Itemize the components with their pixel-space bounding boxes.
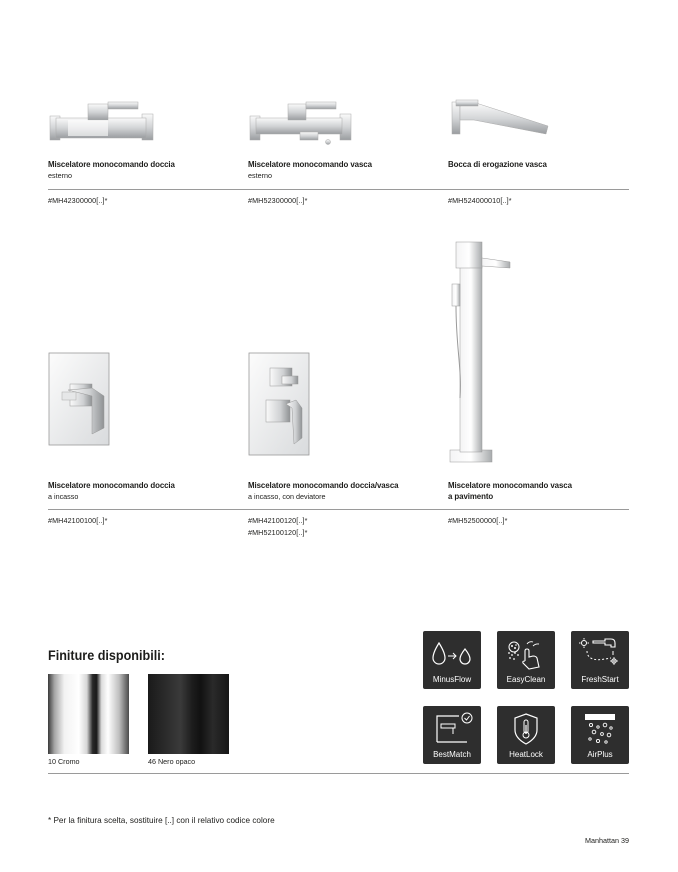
- feature-label: HeatLock: [509, 750, 543, 759]
- finishes-title: Finiture disponibili:: [48, 647, 165, 663]
- product-image-shower-mixer-concealed: [48, 352, 110, 446]
- feature-label: FreshStart: [581, 675, 619, 684]
- divider: [48, 509, 629, 510]
- footnote: * Per la finitura scelta, sostituire [..] con il relativo codice colore: [48, 816, 275, 825]
- feature-label: MinusFlow: [432, 675, 472, 684]
- product-code: #MH52100120[..]*: [248, 528, 308, 537]
- feature-easyclean: [497, 631, 555, 689]
- feature-minusflow: [423, 631, 481, 689]
- product-code: #MH52300000[..]*: [248, 196, 308, 205]
- product-code: #MH524000010[..]*: [448, 196, 512, 205]
- divider: [48, 189, 629, 190]
- product-subtitle: esterno: [48, 171, 72, 180]
- product-title-line2: a pavimento: [448, 491, 494, 501]
- product-title: Miscelatore monocomando doccia: [48, 159, 175, 169]
- product-code: #MH42100120[..]*: [248, 516, 308, 525]
- product-image-shower-mixer-exposed: [48, 98, 158, 146]
- product-code: #MH52500000[..]*: [448, 516, 508, 525]
- swatch-chrome: [48, 674, 129, 754]
- product-subtitle: a incasso, con deviatore: [248, 492, 326, 501]
- product-code: #MH42300000[..]*: [48, 196, 108, 205]
- feature-label: BestMatch: [433, 750, 471, 759]
- page-footer: Manhattan 39: [585, 836, 629, 845]
- product-title: Bocca di erogazione vasca: [448, 159, 547, 169]
- swatch-matte-black: [148, 674, 229, 754]
- feature-airplus: [571, 706, 629, 764]
- feature-freshstart: [571, 631, 629, 689]
- feature-label: AirPlus: [587, 750, 613, 759]
- product-image-freestanding-bath-mixer: [446, 238, 516, 466]
- feature-label: EasyClean: [506, 675, 546, 684]
- product-title: Miscelatore monocomando doccia: [48, 480, 175, 490]
- swatch-label: 46 Nero opaco: [148, 757, 196, 766]
- product-title: Miscelatore monocomando vasca: [248, 159, 372, 169]
- feature-bestmatch: [423, 706, 481, 764]
- product-image-bath-spout: [450, 98, 550, 140]
- product-title: Miscelatore monocomando doccia/vasca: [248, 480, 399, 490]
- product-subtitle: esterno: [248, 171, 272, 180]
- product-title: Miscelatore monocomando vasca: [448, 480, 572, 490]
- feature-heatlock: [497, 706, 555, 764]
- product-code: #MH42100100[..]*: [48, 516, 108, 525]
- product-image-shower-bath-mixer-concealed: [248, 352, 310, 456]
- product-subtitle: a incasso: [48, 492, 79, 501]
- swatch-label: 10 Cromo: [48, 757, 80, 766]
- divider: [48, 773, 629, 774]
- product-image-bath-mixer-exposed: [248, 98, 358, 146]
